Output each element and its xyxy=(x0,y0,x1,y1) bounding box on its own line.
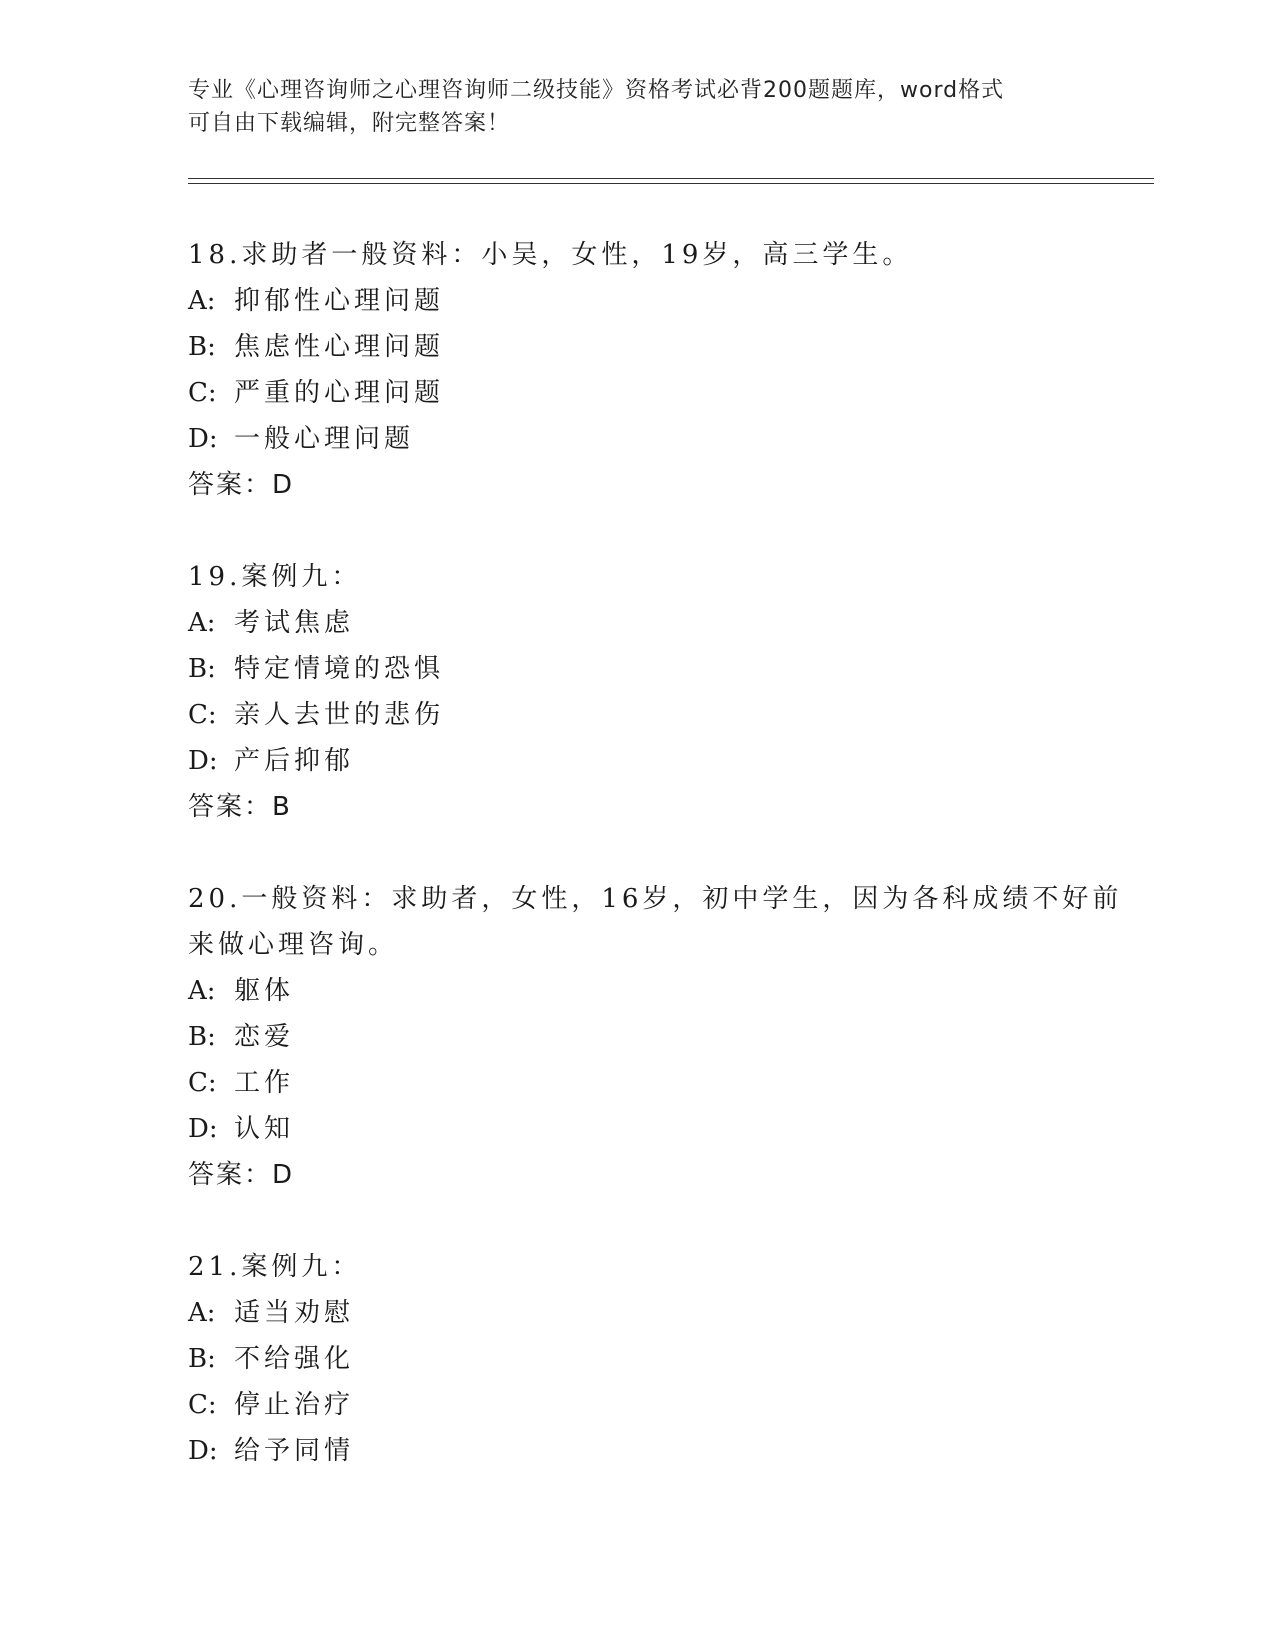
option-text: 适当劝慰 xyxy=(234,1298,355,1328)
option-text: 抑郁性心理问题 xyxy=(234,286,445,316)
header-line-2: 可自由下载编辑，附完整答案！ xyxy=(188,111,511,136)
question-stem: 21.案例九： xyxy=(188,1252,362,1282)
option-letter: C: xyxy=(188,1390,217,1420)
option-letter: C: xyxy=(188,378,217,408)
option-text: 不给强化 xyxy=(234,1344,355,1374)
option-d xyxy=(188,1106,1148,1152)
option-text: 认知 xyxy=(234,1114,295,1144)
option-text: 焦虑性心理问题 xyxy=(234,332,445,362)
question-stem-line-2: 来做心理咨询。 xyxy=(188,930,399,960)
option-text: 给予同情 xyxy=(234,1436,355,1466)
option-letter: A: xyxy=(188,608,216,638)
option-a xyxy=(188,968,1148,1014)
option-letter: A: xyxy=(188,1298,216,1328)
option-text: 亲人去世的悲伤 xyxy=(234,700,445,730)
option-b xyxy=(188,1014,1148,1060)
answer-label: 答案：B xyxy=(188,792,292,822)
option-c xyxy=(188,370,1148,416)
option-b xyxy=(188,324,1148,370)
header-line-1: 专业《心理咨询师之心理咨询师二级技能》资格考试必背200题题库，word格式 xyxy=(188,78,1005,103)
document-header xyxy=(188,74,1088,140)
option-a xyxy=(188,1290,1148,1336)
option-text: 特定情境的恐惧 xyxy=(234,654,445,684)
option-text: 一般心理问题 xyxy=(234,424,415,454)
option-a xyxy=(188,600,1148,646)
header-divider-top xyxy=(188,178,1154,179)
answer-label: 答案：D xyxy=(188,1160,295,1190)
option-letter: D: xyxy=(188,424,218,454)
option-letter: C: xyxy=(188,700,217,730)
option-letter: A: xyxy=(188,976,216,1006)
option-letter: B: xyxy=(188,1022,216,1052)
option-b xyxy=(188,646,1148,692)
question-stem: 19.案例九： xyxy=(188,562,362,592)
header-divider-bottom xyxy=(188,183,1154,184)
option-text: 考试焦虑 xyxy=(234,608,355,638)
option-text: 停止治疗 xyxy=(234,1390,355,1420)
option-letter: D: xyxy=(188,1114,218,1144)
option-c xyxy=(188,1060,1148,1106)
answer-label: 答案：D xyxy=(188,470,295,500)
option-d xyxy=(188,1428,1148,1474)
option-letter: B: xyxy=(188,654,216,684)
option-d xyxy=(188,416,1148,462)
option-letter: A: xyxy=(188,286,216,316)
question-list xyxy=(188,232,1148,1520)
option-d xyxy=(188,738,1148,784)
option-text: 躯体 xyxy=(234,976,295,1006)
option-letter: D: xyxy=(188,1436,218,1466)
option-text: 工作 xyxy=(234,1068,295,1098)
option-b xyxy=(188,1336,1148,1382)
question-stem: 18.求助者一般资料：小吴，女性，19岁，高三学生。 xyxy=(188,240,913,270)
option-text: 严重的心理问题 xyxy=(234,378,445,408)
option-text: 恋爱 xyxy=(234,1022,295,1052)
option-text: 产后抑郁 xyxy=(234,746,355,776)
option-letter: B: xyxy=(188,332,216,362)
option-a xyxy=(188,278,1148,324)
question-19 xyxy=(188,554,1148,830)
option-c xyxy=(188,1382,1148,1428)
question-21 xyxy=(188,1244,1148,1474)
option-letter: C: xyxy=(188,1068,217,1098)
question-18 xyxy=(188,232,1148,508)
option-c xyxy=(188,692,1148,738)
question-stem-line-1: 20.一般资料：求助者，女性，16岁，初中学生，因为各科成绩不好前 xyxy=(188,884,1123,914)
question-20 xyxy=(188,876,1148,1198)
option-letter: D: xyxy=(188,746,218,776)
option-letter: B: xyxy=(188,1344,216,1374)
